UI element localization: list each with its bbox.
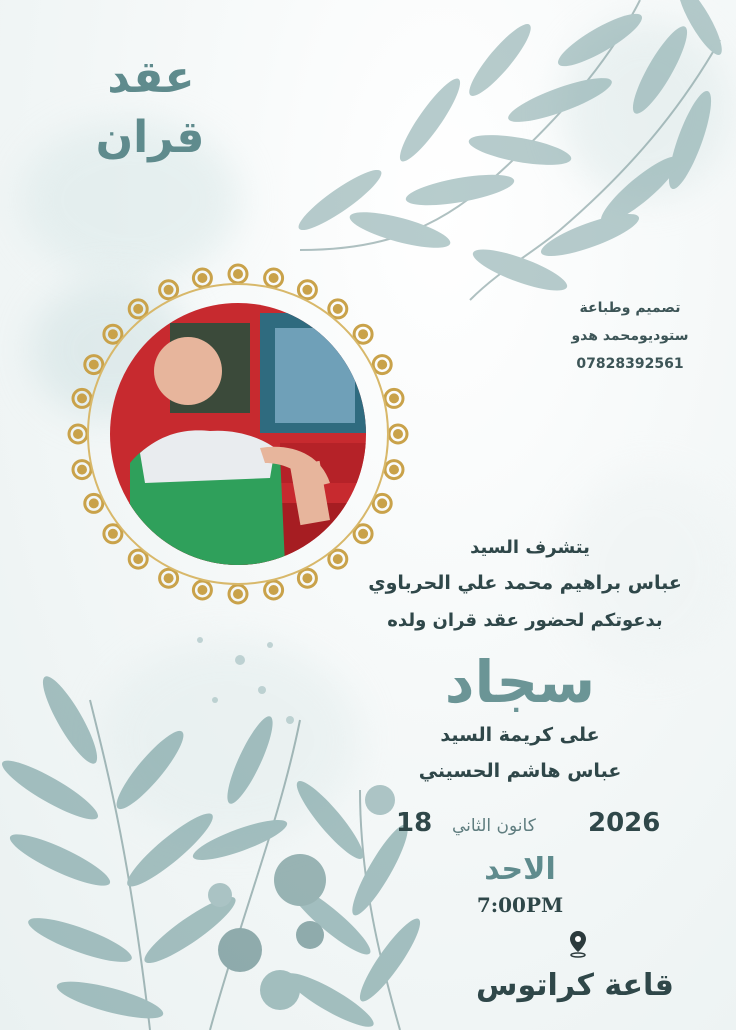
frame-scroll-dot bbox=[79, 466, 86, 473]
title-line-2: قران bbox=[95, 112, 205, 163]
frame-scroll-dot bbox=[379, 361, 386, 368]
frame-scroll-dot bbox=[79, 395, 86, 402]
frame-scroll-dot bbox=[304, 286, 311, 293]
event-month: كانون الثاني bbox=[452, 816, 536, 836]
frame-scroll-dot bbox=[304, 575, 311, 582]
frame-scroll-dot bbox=[270, 275, 277, 282]
frame-scroll-dot bbox=[135, 556, 142, 563]
host-intro: يتشرف السيد bbox=[470, 537, 590, 558]
frame-scroll-dot bbox=[90, 500, 97, 507]
host-name: عباس براهيم محمد علي الحرباوي bbox=[368, 572, 682, 594]
frame-scroll-dot bbox=[75, 431, 82, 438]
groom-photo bbox=[110, 303, 366, 565]
frame-scroll-dot bbox=[109, 530, 116, 537]
frame-scroll-dot bbox=[235, 271, 242, 278]
bride-father: عباس هاشم الحسيني bbox=[418, 760, 622, 782]
frame-scroll-dot bbox=[165, 575, 172, 582]
frame-scroll-dot bbox=[360, 331, 367, 338]
frame-scroll-dot bbox=[90, 361, 97, 368]
frame-scroll-dot bbox=[135, 305, 142, 312]
event-venue: قاعة كراتوس bbox=[476, 968, 674, 1003]
frame-scroll-dot bbox=[199, 587, 206, 594]
frame-scroll-dot bbox=[199, 275, 206, 282]
studio-line-1: تصميم وطباعة bbox=[579, 300, 681, 316]
frame-scroll-dot bbox=[235, 591, 242, 598]
frame-scroll-dot bbox=[270, 587, 277, 594]
studio-line-2: ستوديومحمد هدو bbox=[571, 328, 689, 344]
event-day-number: 18 bbox=[396, 808, 433, 838]
groom-name: سجاد bbox=[444, 648, 596, 716]
frame-scroll-dot bbox=[379, 500, 386, 507]
event-year: 2026 bbox=[588, 808, 661, 838]
frame-scroll-dot bbox=[109, 331, 116, 338]
frame-scroll-dot bbox=[391, 395, 398, 402]
studio-credit bbox=[540, 294, 720, 378]
studio-phone: 07828392561 bbox=[576, 356, 684, 372]
groom-photo-frame bbox=[48, 247, 428, 621]
frame-scroll-dot bbox=[391, 466, 398, 473]
event-weekday: الاحد bbox=[484, 852, 556, 887]
title-line-1: عقد bbox=[107, 52, 195, 103]
event-time: 7:00PM bbox=[476, 893, 564, 917]
event-date bbox=[396, 808, 686, 844]
frame-scroll-dot bbox=[165, 286, 172, 293]
invite-text: بدعوتكم لحضور عقد قران ولده bbox=[387, 610, 663, 631]
frame-scroll-dot bbox=[360, 530, 367, 537]
frame-scroll-dot bbox=[334, 305, 341, 312]
frame-scroll-dot bbox=[334, 556, 341, 563]
map-pin-icon bbox=[568, 930, 588, 958]
frame-scroll-dot bbox=[395, 431, 402, 438]
bride-intro: على كريمة السيد bbox=[440, 724, 600, 746]
